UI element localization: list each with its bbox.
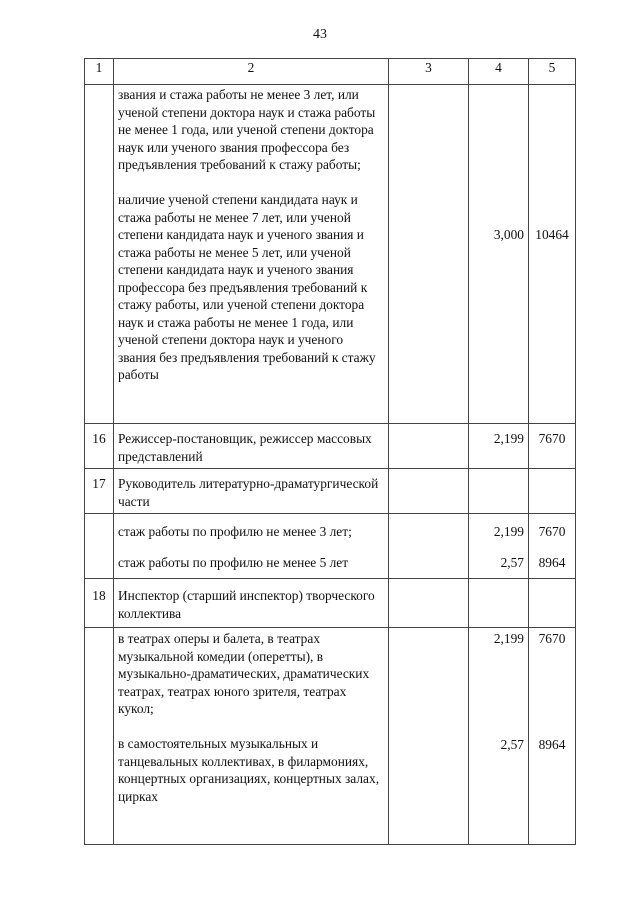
salary-list bbox=[529, 628, 576, 845]
header-col-1: 1 bbox=[85, 59, 114, 85]
header-col-5: 5 bbox=[529, 59, 576, 85]
header-col-2: 2 bbox=[114, 59, 389, 85]
page-number: 43 bbox=[313, 27, 327, 42]
table-row bbox=[85, 514, 576, 579]
coefficient-cell: 2,199 bbox=[469, 424, 529, 469]
qualification-list bbox=[114, 514, 389, 579]
salary-table bbox=[84, 58, 576, 845]
qualification-item: стаж работы по профилю не менее 5 лет bbox=[118, 554, 349, 570]
coefficient-cell: 3,000 bbox=[469, 85, 529, 424]
position-name: Инспектор (старший инспектор) творческого коллектива bbox=[114, 579, 389, 628]
coefficient-value: 2,57 bbox=[500, 736, 524, 752]
salary-value: 7670 bbox=[538, 524, 566, 539]
qualification-list bbox=[114, 628, 389, 845]
position-name: Руководитель литературно-драматургической части bbox=[114, 469, 389, 514]
table-header-row bbox=[85, 59, 576, 85]
coefficient-value: 2,199 bbox=[493, 631, 524, 646]
table-row bbox=[85, 424, 576, 469]
qualification-item: в театрах оперы и балета, в театрах музыкальной комедии (оперетты), в музыкально-драматических, драматических театрах, театрах юного зрителя, театрах кукол; bbox=[118, 631, 370, 716]
salary-value: 7670 bbox=[538, 631, 566, 646]
continuation-text-b: наличие ученой степени кандидата наук и стажа работы не менее 7 лет, или ученой степени кандидата наук и ученого звания и стажа работы не менее 5 лет, или ученой степени кандидата наук и ученого звания профессора без предъявления требований к стажу работы, или ученой степени доктора наук и стажа работы не менее 1 года, или ученой степени доктора наук и ученого звания без предъявления требований к стажу работы bbox=[118, 192, 376, 382]
coefficient-list bbox=[469, 514, 529, 579]
row-number: 18 bbox=[85, 579, 114, 628]
position-name: Режиссер-постановщик, режиссер массовых представлений bbox=[114, 424, 389, 469]
table-row bbox=[85, 579, 576, 628]
qualification-item: стаж работы по профилю не менее 3 лет; bbox=[118, 524, 352, 539]
salary-list bbox=[529, 514, 576, 579]
salary-value: 8964 bbox=[538, 554, 566, 570]
continuation-text-a: звания и стажа работы не менее 3 лет, или ученой степени доктора наук и стажа работы не менее 1 года, или ученой степени доктора наук или ученого звания профессора без предъявления требований к стажу работы; bbox=[118, 87, 376, 172]
table-row bbox=[85, 628, 576, 845]
table-row bbox=[85, 469, 576, 514]
salary-cell: 10464 bbox=[529, 85, 576, 424]
header-col-3: 3 bbox=[389, 59, 469, 85]
coefficient-value: 2,199 bbox=[493, 524, 524, 539]
coefficient-value: 2,57 bbox=[500, 554, 524, 570]
salary-cell: 7670 bbox=[529, 424, 576, 469]
position-description bbox=[114, 85, 389, 424]
salary-value: 8964 bbox=[538, 736, 566, 752]
table-row bbox=[85, 85, 576, 424]
qualification-item: в самостоятельных музыкальных и танцевальных коллективах, в филармониях, концертных организациях, концертных залах, цирках bbox=[118, 736, 380, 804]
row-number: 16 bbox=[85, 424, 114, 469]
coefficient-list bbox=[469, 628, 529, 845]
header-col-4: 4 bbox=[469, 59, 529, 85]
row-number: 17 bbox=[85, 469, 114, 514]
